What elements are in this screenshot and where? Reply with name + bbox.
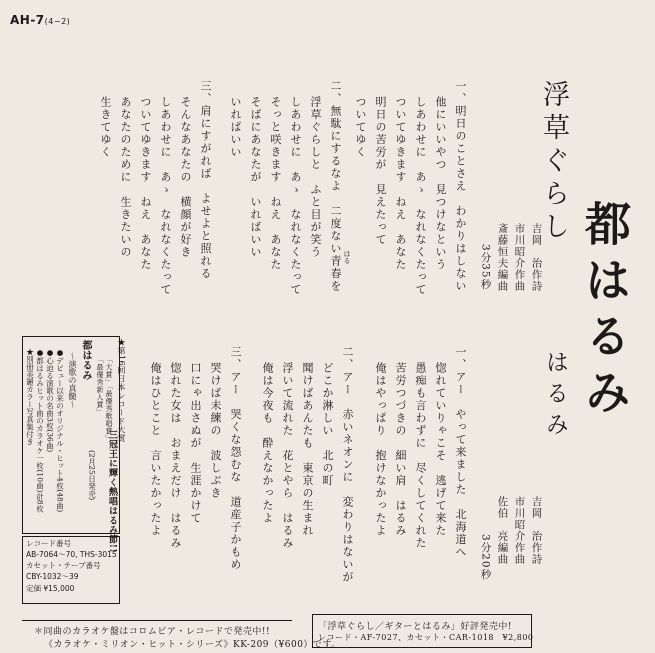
- song-a-v2-l2: 浮草ぐらしと ふと目が笑う: [309, 96, 322, 259]
- footer-right-line-2: レコード・AF-7027、カセット・CAR-1018 ¥2,800: [318, 633, 534, 642]
- cassette-number: CBY-1032〜39: [26, 572, 79, 581]
- song-a-credit-2: 市川昭介作曲: [513, 223, 526, 292]
- footer-right-line-1: 「浮草ぐらし／ギターとはるみ」好評発売中!: [318, 622, 513, 632]
- song-b-v1-l4: 苦労つづきの 細い肩 はるみ: [394, 362, 407, 537]
- song-a-v3-l5: あなたのために 生きたいの: [119, 96, 132, 259]
- song-b-credit-1: 吉岡 治作詩: [530, 496, 543, 565]
- song-a-v3-l6: 生きてゆく: [99, 96, 112, 159]
- promo-box: [22, 336, 120, 534]
- song-b-v1-l2: 惚れていりゃこそ 逃げて来た: [434, 362, 447, 537]
- artist-title: 都はるみ: [578, 200, 632, 424]
- song-b-v2-l2: どこか淋しい 北の町: [321, 362, 334, 487]
- song-a-v3-l2: そんなあなたの 横顔が好き: [179, 96, 192, 259]
- promo-award-line-3: 「最優秀新人賞」: [96, 356, 104, 416]
- promo-award-line-2: 「大賞」「最優秀歌唱賞」: [105, 356, 113, 443]
- cassette-label: カセット・テープ番号: [26, 561, 101, 570]
- song-a-v2-l6: いればいい: [229, 96, 242, 159]
- song-b-credit-2: 市川昭介作曲: [513, 496, 526, 565]
- song-b-v3-l3: 口にゃ出さぬが 生涯かけて: [189, 362, 202, 525]
- promo-award-line-4: 三冠王に輝く熱唱はるみ節!!: [107, 430, 117, 553]
- song-b-v3-l4: 惚れた女は おまえだけ はるみ: [169, 362, 182, 550]
- song-b-v2-l3: 聞けばあんたも 東京の生まれ: [301, 362, 314, 537]
- promo-item-2: ●心迫る演歌の名曲3枚(36曲): [45, 348, 55, 453]
- promo-item-3: ●都はるみヒット曲のカラオケ一枚(10曲)計8枚: [35, 348, 45, 513]
- song-a-v3-l4: ついてゆきます ねえ あなた: [139, 96, 152, 271]
- ruby-haru: はる: [343, 250, 351, 264]
- promo-award-line-1: ★第16回日本レコード大賞: [117, 338, 126, 443]
- promo-item-1: ●デビュー以来のオリジナル・ヒット4枚(48曲): [55, 348, 65, 513]
- footer-left-line-2: 《カラオケ・ミリオン・ヒット・シリーズ》KK-209（¥600）です。: [44, 640, 341, 650]
- song-a-v1-l1: 一、明日のことさえ わかりはしない: [454, 80, 467, 293]
- song-b-v2-l5: 俺は今夜も 酔えなかったよ: [261, 362, 274, 525]
- song-a-v3-l1: 三、肩にすがれば よせよと照れる: [199, 80, 212, 280]
- catalog-main: AH-7: [10, 13, 45, 27]
- song-a-v2-l1: 二、無駄にするなよ 二度ない青春を: [329, 80, 342, 293]
- price: 定価 ¥15,000: [26, 584, 75, 593]
- song-a-v1-l3: しあわせに あゝ なれなくたって: [414, 96, 427, 296]
- song-a-v1-l2: 他にいいやつ 見つけなという: [434, 96, 447, 271]
- song-b-v1-l5: 俺はやっぱり 抱けなかったよ: [374, 362, 387, 537]
- song-b-v2-l1: 二、アー 赤いネオンに 変わりはないが: [341, 346, 354, 584]
- song-a-duration: 3分35秒: [479, 244, 492, 291]
- song-b-v3-l2: 哭けば未練の 波しぶき: [209, 362, 222, 500]
- song-b-v3-l1: 三、アー 哭くな怨むな 道産子かもめ: [229, 346, 242, 571]
- song-a-v2-l5: そばにあなたが いればいい: [249, 96, 262, 259]
- promo-release: (2月25日発売): [87, 450, 97, 501]
- song-a-v1-l6: ついてゆく: [354, 96, 367, 159]
- record-numbers: AB-7064〜70, THS-3015: [26, 550, 117, 559]
- song-a-v1-l4: ついてゆきます ねえ あなた: [394, 96, 407, 271]
- song-b-v3-l5: 俺はひとこと 言いたかったよ: [149, 362, 162, 537]
- song-a-v2-l3: しあわせに あゝ なれなくたって: [289, 96, 302, 296]
- song-a-v2-l4: そっと咲きます ねえ あなた: [269, 96, 282, 271]
- song-b-duration: 3分20秒: [479, 534, 492, 581]
- song-b-v1-l1: 一、アー やって来ました 北海道へ: [454, 346, 467, 559]
- song-a-v1-l5: 明日の苦労が 見えたって: [374, 96, 387, 246]
- catalog-sub: (4−2): [44, 17, 71, 26]
- song-b-credit-3: 佐伯 亮編曲: [496, 496, 509, 565]
- promo-item-4: ★別冊美麗カラー写真集付き: [25, 348, 35, 446]
- promo-box-sub: 〜演歌の真髄〜: [68, 352, 77, 408]
- footer-left-line-1: ＊同曲のカラオケ盤はコロムビア・レコードで発売中!!: [34, 627, 271, 637]
- song-a-v3-l3: しあわせに あゝ なれなくたって: [159, 96, 172, 296]
- song-a-title: 浮草ぐらし: [538, 80, 569, 245]
- footer-left-rule: [22, 620, 292, 621]
- song-b-title: はるみ: [542, 350, 568, 443]
- promo-box-title: 都はるみ: [80, 340, 91, 380]
- song-b-v1-l3: 愚痴も言わずに 尽くしてくれた: [414, 362, 427, 550]
- record-label: レコード番号: [26, 539, 71, 548]
- song-a-credit-1: 吉岡 治作詩: [530, 223, 543, 292]
- song-a-credit-3: 斎藤恒夫編曲: [496, 223, 509, 292]
- catalog-number: [10, 13, 70, 27]
- song-b-v2-l4: 浮いて流れた 花とやら はるみ: [281, 362, 294, 550]
